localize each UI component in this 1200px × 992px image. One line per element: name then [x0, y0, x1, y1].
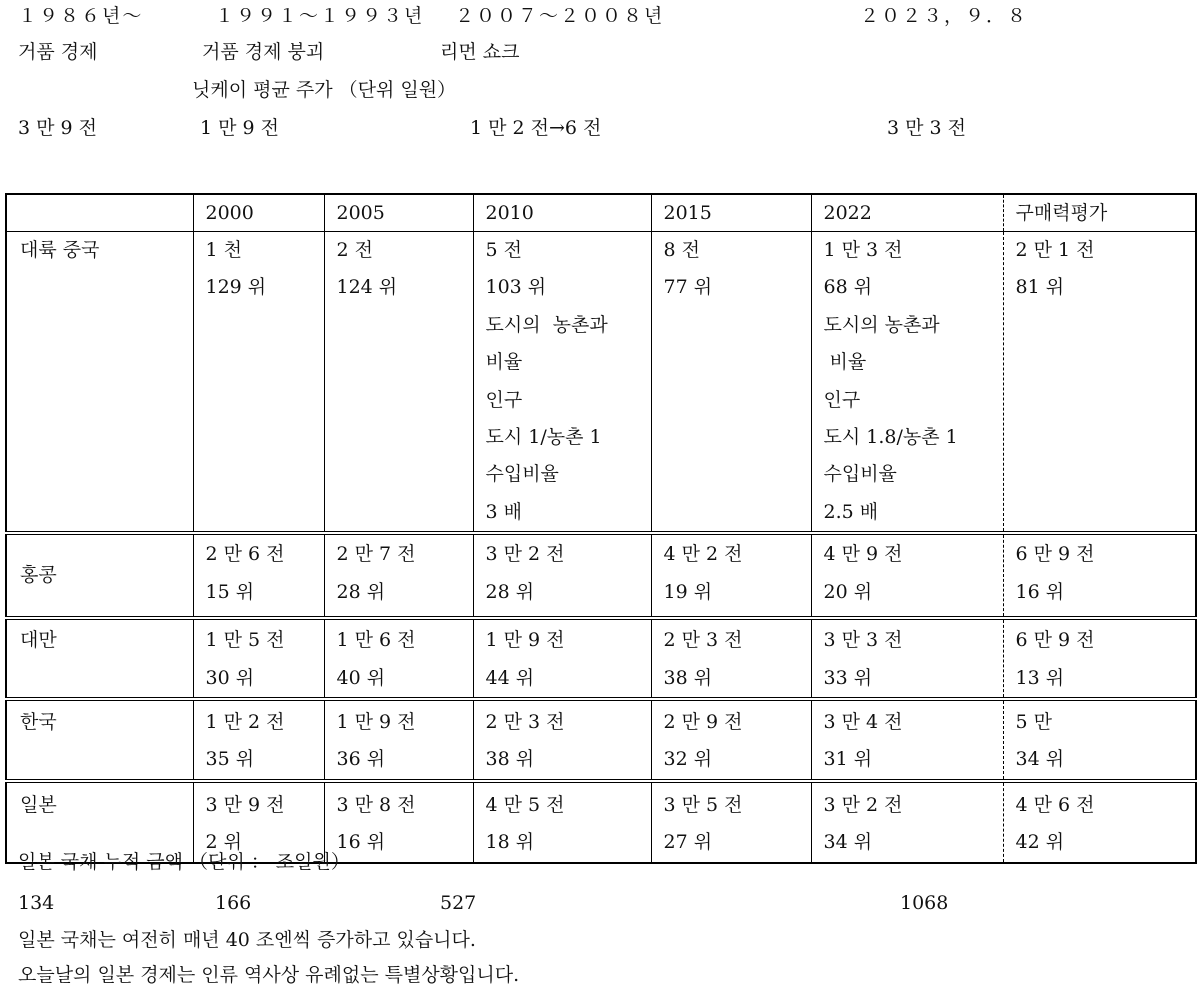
- debt-value-4: 1068: [900, 892, 949, 914]
- table-cell: [1003, 699, 1196, 781]
- table-cell: [324, 533, 473, 618]
- cell-line: 3 만 5 전: [663, 793, 743, 816]
- debt-value-2: 166: [215, 892, 252, 914]
- table-cell: [811, 618, 1003, 699]
- cell-line: 2 만 3 전: [663, 629, 743, 652]
- cell-line: 30 위: [205, 666, 255, 689]
- gdp-table: [5, 193, 1197, 864]
- table-cell: [193, 232, 324, 534]
- cell-line: 103 위: [485, 276, 547, 299]
- cell-line: 3 만 2 전: [485, 543, 565, 566]
- cell-line: 도시의 농촌과: [485, 313, 608, 336]
- label-bubble-economy: 거품 경제: [18, 41, 98, 63]
- table-cell: [193, 533, 324, 618]
- cell-line: 35 위: [205, 748, 255, 771]
- nikkei-value-3: 1 만 2 전→6 전: [470, 117, 602, 139]
- cell-line: 32 위: [663, 748, 713, 771]
- cell-line: 2.5 배: [823, 500, 879, 523]
- cell-line: 13 위: [1015, 666, 1065, 689]
- table-cell: [473, 699, 651, 781]
- cell-line: 5 전: [485, 239, 522, 261]
- table-row: [6, 232, 1196, 534]
- table-cell: [324, 232, 473, 534]
- note-special-situation: 오늘날의 일본 경제는 인류 역사상 유례없는 특별상황입니다.: [18, 964, 520, 986]
- cell-line: 2 만 7 전: [336, 543, 416, 566]
- table-cell: [651, 699, 811, 781]
- cell-line: 129 위: [205, 276, 267, 299]
- debt-value-1: 134: [18, 892, 55, 914]
- cell-line: 2 만 3 전: [485, 711, 565, 734]
- label-lehman-shock: 리먼 쇼크: [440, 41, 520, 63]
- cell-line: 2 전: [336, 239, 373, 261]
- cell-line: 1 만 9 전: [485, 629, 565, 652]
- cell-line: 인구: [823, 388, 861, 411]
- cell-line: 42 위: [1015, 831, 1065, 854]
- cell-line: 2 만 1 전: [1015, 239, 1095, 261]
- cell-line: 28 위: [485, 580, 535, 603]
- table-cell: [473, 618, 651, 699]
- cell-line: 81 위: [1015, 276, 1065, 299]
- table-row: [6, 533, 1196, 618]
- table-cell: [651, 533, 811, 618]
- cell-line: 1 만 9 전: [336, 711, 416, 734]
- period-2007-2008: ２００７～２００８년: [455, 5, 665, 27]
- row-label: 대만: [6, 618, 193, 699]
- debt-caption: 일본 국채 누적 금액 （단위 ： 조일원）: [18, 851, 350, 873]
- cell-line: 3 만 2 전: [823, 793, 903, 816]
- table-cell: [324, 618, 473, 699]
- row-label: 대륙 중국: [6, 232, 193, 534]
- header-cell: 2000: [193, 194, 324, 232]
- header-cell: 2022: [811, 194, 1003, 232]
- cell-line: 비율: [823, 351, 867, 374]
- table-cell: [811, 699, 1003, 781]
- cell-line: 1 만 6 전: [336, 629, 416, 652]
- table-cell: [811, 781, 1003, 863]
- cell-line: 40 위: [336, 666, 386, 689]
- table-header-row: [6, 194, 1196, 232]
- table-cell: [473, 781, 651, 863]
- cell-line: 6 만 9 전: [1015, 629, 1095, 652]
- table-cell: [193, 618, 324, 699]
- cell-line: 3 만 4 전: [823, 711, 903, 734]
- table-cell: [1003, 618, 1196, 699]
- cell-line: 2 만 9 전: [663, 711, 743, 734]
- cell-line: 68 위: [823, 276, 873, 299]
- header-cell: 2010: [473, 194, 651, 232]
- label-bubble-collapse: 거품 경제 붕괴: [202, 41, 325, 63]
- table-cell: [811, 533, 1003, 618]
- table-cell: [1003, 781, 1196, 863]
- cell-line: 3 만 9 전: [205, 793, 285, 816]
- period-1986: １９８６년～: [18, 5, 144, 27]
- cell-line: 4 만 6 전: [1015, 793, 1095, 816]
- cell-line: 도시 1/농촌 1: [485, 426, 602, 449]
- cell-line: 44 위: [485, 666, 535, 689]
- nikkei-value-2: 1 만 9 전: [200, 117, 280, 139]
- cell-line: 27 위: [663, 831, 713, 854]
- cell-line: 5 만: [1015, 711, 1052, 734]
- cell-line: 34 위: [823, 831, 873, 854]
- row-label: 홍콩: [6, 533, 193, 618]
- cell-line: 도시 1.8/농촌 1: [823, 426, 958, 449]
- cell-line: 31 위: [823, 748, 873, 771]
- cell-line: 수입비율: [823, 463, 897, 486]
- table-cell: [1003, 232, 1196, 534]
- note-debt-increase: 일본 국채는 여전히 매년 40 조엔씩 증가하고 있습니다.: [18, 929, 476, 951]
- cell-line: 28 위: [336, 580, 386, 603]
- cell-line: 33 위: [823, 666, 873, 689]
- row-label: 일본: [6, 781, 193, 863]
- cell-line: 1 만 5 전: [205, 629, 285, 652]
- header-cell-empty: [6, 194, 193, 232]
- cell-line: 38 위: [485, 748, 535, 771]
- nikkei-value-1: 3 만 9 전: [18, 117, 98, 139]
- period-1991-1993: １９９１～１９９３년: [215, 5, 425, 27]
- table-cell: [811, 232, 1003, 534]
- table-cell: [193, 699, 324, 781]
- cell-line: 16 위: [336, 831, 386, 854]
- table-cell: [651, 232, 811, 534]
- cell-line: 1 만 3 전: [823, 239, 903, 261]
- cell-line: 38 위: [663, 666, 713, 689]
- cell-line: 3 배: [485, 500, 522, 523]
- row-label: 한국: [6, 699, 193, 781]
- header-cell: 2005: [324, 194, 473, 232]
- cell-line: 8 전: [663, 239, 700, 261]
- cell-line: 도시의 농촌과: [823, 313, 940, 336]
- cell-line: 15 위: [205, 580, 255, 603]
- cell-line: 수입비율: [485, 463, 559, 486]
- cell-line: 3 만 3 전: [823, 629, 903, 652]
- debt-value-3: 527: [440, 892, 477, 914]
- cell-line: 124 위: [336, 276, 398, 299]
- cell-line: 2 만 6 전: [205, 543, 285, 566]
- cell-line: 20 위: [823, 580, 873, 603]
- table-cell: [324, 699, 473, 781]
- cell-line: 36 위: [336, 748, 386, 771]
- cell-line: 77 위: [663, 276, 713, 299]
- date-2023: ２０２３，９．８: [860, 5, 1029, 27]
- cell-line: 19 위: [663, 580, 713, 603]
- cell-line: 1 천: [205, 239, 242, 261]
- header-cell: 구매력평가: [1003, 194, 1196, 232]
- table-cell: [651, 781, 811, 863]
- nikkei-value-4: 3 만 3 전: [887, 117, 967, 139]
- table-row: [6, 699, 1196, 781]
- table-cell: [651, 618, 811, 699]
- table-cell: [1003, 533, 1196, 618]
- cell-line: 4 만 2 전: [663, 543, 743, 566]
- cell-line: 18 위: [485, 831, 535, 854]
- cell-line: 4 만 5 전: [485, 793, 565, 816]
- cell-line: 6 만 9 전: [1015, 543, 1095, 566]
- header-cell: 2015: [651, 194, 811, 232]
- table-cell: [473, 533, 651, 618]
- cell-line: 4 만 9 전: [823, 543, 903, 566]
- cell-line: 3 만 8 전: [336, 793, 416, 816]
- nikkei-caption: 닛케이 평균 주가 （단위 일원）: [192, 79, 457, 101]
- table-row: [6, 618, 1196, 699]
- cell-line: 비율: [485, 351, 523, 374]
- cell-line: 34 위: [1015, 748, 1065, 771]
- cell-line: 2 위: [205, 831, 242, 854]
- table-cell: [473, 232, 651, 534]
- cell-line: 인구: [485, 388, 523, 411]
- cell-line: 16 위: [1015, 580, 1065, 603]
- cell-line: 1 만 2 전: [205, 711, 285, 734]
